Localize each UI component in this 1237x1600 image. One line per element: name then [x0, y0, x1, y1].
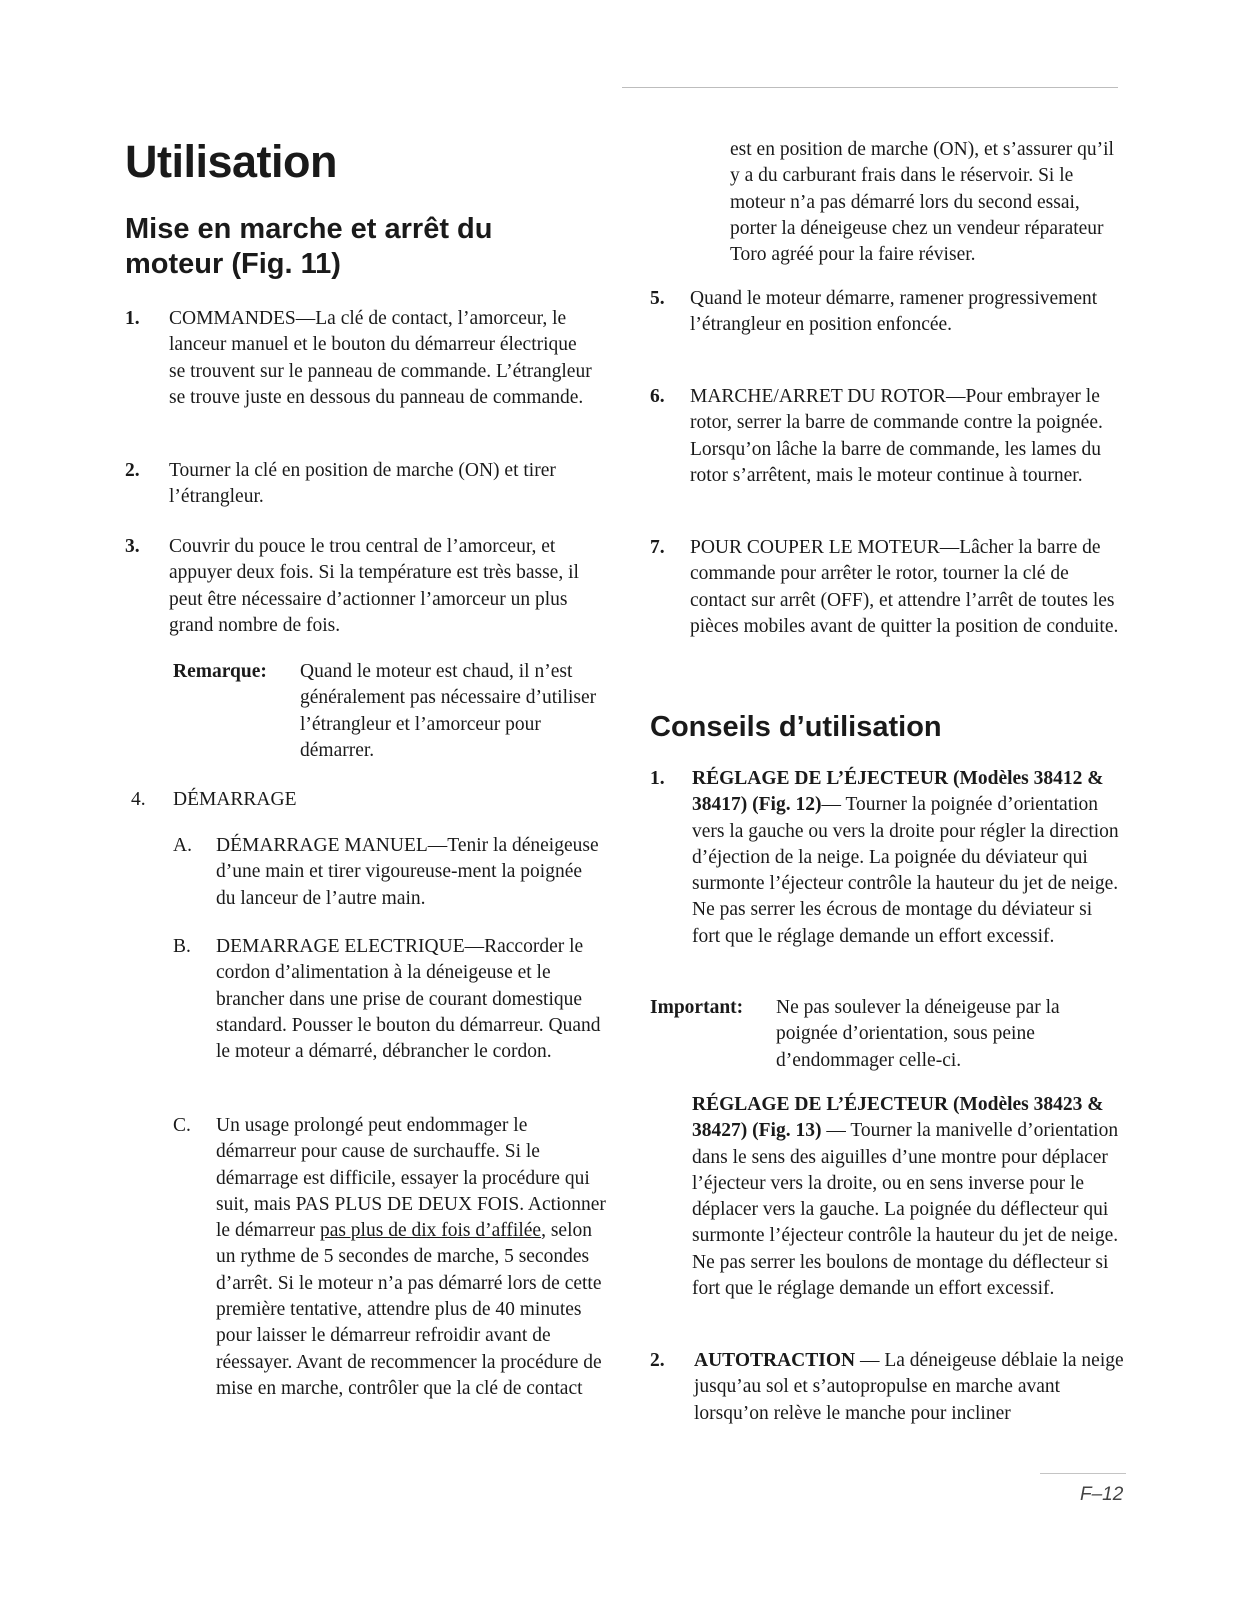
- important-text: Ne pas soulever la déneigeuse par la poignée d’orientation, sous peine d’endommager celle-ci.: [776, 997, 1060, 1071]
- bold-text: AUTOTRACTION: [694, 1350, 856, 1371]
- important-label: Important:: [650, 997, 744, 1018]
- bold-text: RÉGLAGE DE L’ÉJECTEUR (Modèles 38412 & 38417) (Fig. 12): [692, 768, 1104, 816]
- item-text: [692, 766, 1125, 950]
- item-text: Couvrir du pouce le trou central de l’amorceur, et appuyer deux fois. Si la température est très basse, il peut être nécessaire d’actionner l’amorceur un plus grand nombre de fois.: [169, 536, 579, 636]
- section-heading-line2: moteur (Fig. 11): [125, 248, 341, 280]
- page-number: F–12: [1080, 1484, 1124, 1505]
- item-text: Quand le moteur démarre, ramener progressivement l’étrangleur en position enfoncée.: [690, 288, 1098, 336]
- tip-item-1b: [692, 1092, 1132, 1302]
- section-heading-tips: Conseils d’utilisation: [650, 711, 942, 743]
- page-title: Utilisation: [125, 136, 338, 187]
- item-number: 7.: [650, 537, 665, 558]
- item-number: 3.: [125, 536, 140, 557]
- item-number: 1.: [650, 768, 665, 789]
- item-number: 2.: [125, 460, 140, 481]
- sub-item-text: DEMARRAGE ELECTRIQUE—Raccorder le cordon d’alimentation à la déneigeuse et le brancher dans une prise de courant domestique standard. Pousser le bouton du démarreur. Quand le moteur a démarré, débrancher le cordon.: [216, 936, 601, 1063]
- continued-text: est en position de marche (ON), et s’assurer qu’il y a du carburant frais dans le réservoir. Si le moteur n’a pas démarré lors du second essai, porter la déneigeuse chez un vendeur réparateur Toro agréé pour la faire réviser.: [730, 139, 1114, 266]
- item-text: COMMANDES—La clé de contact, l’amorceur, le lanceur manuel et le bouton du démarreur électrique se trouvent sur le panneau de commande. L’étrangleur se trouve juste en dessous du panneau de commande.: [169, 308, 592, 408]
- item-text: POUR COUPER LE MOTEUR—Lâcher la barre de commande pour arrêter le rotor, tourner la clé de contact sur arrêt (OFF), et attendre l’arrêt de toutes les pièces mobiles avant de quitter la position de conduite.: [690, 537, 1119, 637]
- item-text: DÉMARRAGE: [173, 789, 297, 810]
- bold-text: RÉGLAGE DE L’ÉJECTEUR (Modèles 38423 & 38427) (Fig. 13): [692, 1094, 1104, 1142]
- text-part: — Tourner la poignée d’orientation vers la gauche ou vers la droite pour régler la direction d’éjection de la neige. La poignée du déviateur qui surmonte l’éjecteur contrôle la hauteur du jet de neige. Ne pas serrer les écrous de montage du déviateur si fort que le réglage demande un effort excessif.: [692, 794, 1119, 947]
- item-text: Tourner la clé en position de marche (ON) et tirer l’étrangleur.: [169, 460, 556, 508]
- text-part: Un usage prolongé peut endommager le démarreur pour cause de surchauffe. Si le démarrage est difficile, essayer la procédure qui suit, mais PAS PLUS DE DEUX FOIS. Actionner le démarreur: [216, 1115, 606, 1242]
- note-label: Remarque:: [173, 661, 267, 682]
- item-number: 2.: [650, 1350, 665, 1371]
- item-number: 5.: [650, 288, 665, 309]
- item-text: MARCHE/ARRET DU ROTOR—Pour embrayer le rotor, serrer la barre de commande contre la poignée. Lorsqu’on lâche la barre de commande, les lames du rotor s’arrêtent, mais le moteur continue à tourner.: [690, 386, 1103, 486]
- sub-item-letter: B.: [173, 936, 191, 957]
- text-part: , selon un rythme de 5 secondes de marche, 5 secondes d’arrêt. Si le moteur n’a pas démarré lors de cette première tentative, attendre plus de 40 minutes pour laisser le démarreur refroidir avant de réessayer. Avant de recommencer la procédure de mise en marche, contrôler que la clé de contact: [216, 1220, 602, 1399]
- sub-item-letter: A.: [173, 835, 192, 856]
- underlined-text: pas plus de dix fois d’affilée: [319, 1220, 542, 1242]
- section-heading-line1: Mise en marche et arrêt du: [125, 213, 493, 245]
- text-part: — La déneigeuse déblaie la neige jusqu’au sol et s’autopropulse en marche avant lorsqu’on relève le manche pour incliner: [694, 1350, 1124, 1424]
- item-number: 6.: [650, 386, 665, 407]
- item-text: [694, 1348, 1127, 1427]
- text-part: — Tourner la manivelle d’orientation dans le sens des aiguilles d’une montre pour déplacer l’éjecteur vers la droite, ou en sens inverse pour le déplacer vers la gauche. La poignée du déflecteur qui surmonte l’éjecteur contrôle la hauteur du jet de neige. Ne pas serrer les boulons de montage du déflecteur si fort que le réglage demande un effort excessif.: [692, 1120, 1119, 1300]
- note-text: Quand le moteur est chaud, il n’est généralement pas nécessaire d’utiliser l’étrangleur et l’amorceur pour démarrer.: [300, 661, 597, 761]
- sub-item-text: DÉMARRAGE MANUEL—Tenir la déneigeuse d’une main et tirer vigoureuse-ment la poignée du lanceur de l’autre main.: [216, 835, 599, 909]
- item-number: 4.: [131, 789, 146, 810]
- bottom-rule: [1040, 1473, 1126, 1474]
- section-heading-start-stop: [125, 212, 605, 282]
- item-number: 1.: [125, 308, 140, 329]
- top-rule: [622, 87, 1118, 88]
- sub-item-letter: C.: [173, 1115, 191, 1136]
- sub-item-text: [216, 1113, 609, 1402]
